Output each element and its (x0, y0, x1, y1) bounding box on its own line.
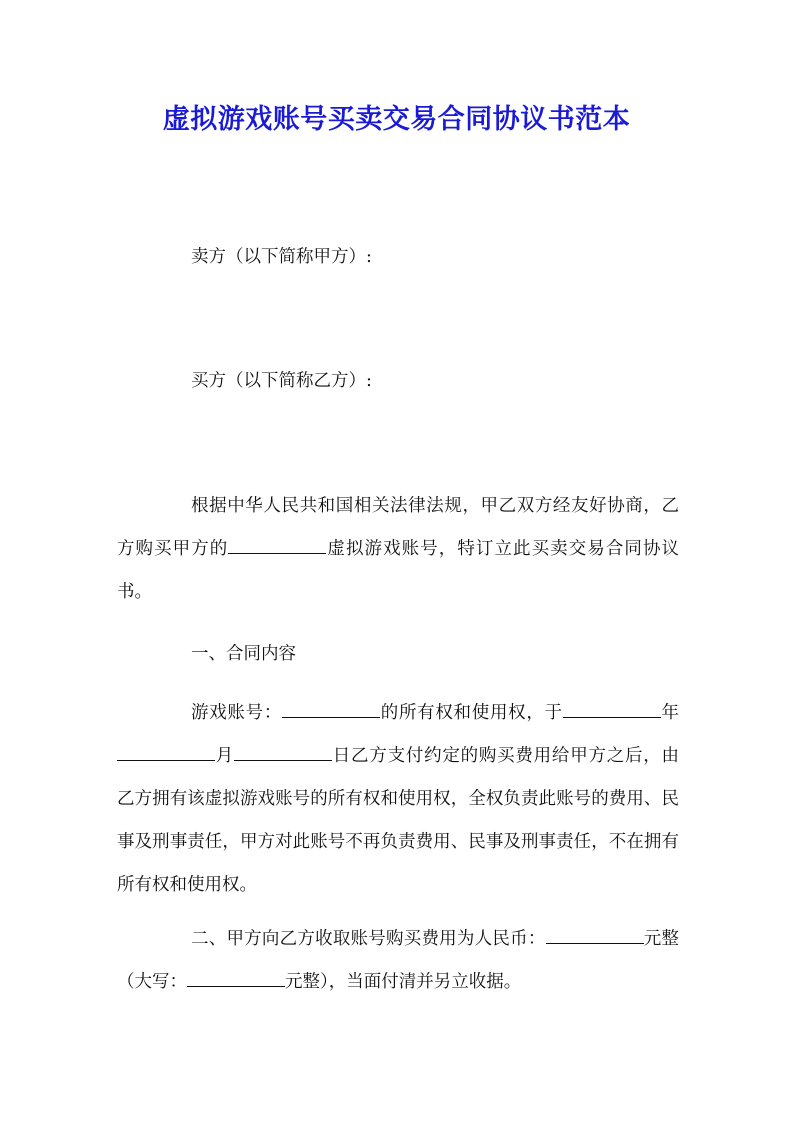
buyer-label-text: 买方（以下简称乙方）: (191, 371, 372, 391)
section2-part3: 元整），当面付清并另立收据。 (285, 972, 522, 992)
section1-body (117, 692, 679, 907)
year-blank[interactable] (563, 716, 661, 718)
amount-in-words-blank[interactable] (187, 985, 285, 987)
section2-part2: 元整（大写： (117, 929, 680, 992)
section1-part4: 月 (215, 746, 235, 766)
section1-part1: 游戏账号： (191, 703, 283, 723)
preamble-part2: 虚拟游戏账号，特订立此买卖交易合同协议书。 (117, 539, 680, 602)
section2-paragraph (117, 918, 679, 1004)
seller-label (117, 236, 679, 279)
seller-label-text: 卖方（以下简称甲方）: (191, 247, 372, 267)
section1-part5: 日乙方支付约定的购买费用给甲方之后，由乙方拥有该虚拟游戏账号的所有权和使用权，全权负责此账号的费用、民事及刑事责任，甲方对此账号不再负责费用、民事及刑事责任，不在拥有所有权和使用权。 (117, 746, 680, 895)
day-blank[interactable] (234, 759, 332, 761)
section1-part2: 的所有权和使用权，于 (380, 703, 563, 723)
section1-heading-text: 一、合同内容 (191, 644, 296, 664)
amount-blank[interactable] (546, 942, 644, 944)
month-blank[interactable] (117, 759, 215, 761)
account-name-blank[interactable] (228, 552, 326, 554)
preamble-part1: 根据中华人民共和国相关法律法规，甲乙双方经友好协商，乙方购买甲方的 (117, 496, 679, 559)
section2-part1: 二、甲方向乙方收取账号购买费用为人民币： (191, 929, 546, 949)
section1-part3: 年 (660, 703, 680, 723)
game-account-blank[interactable] (282, 716, 380, 718)
section1-heading (117, 633, 679, 676)
preamble-paragraph (117, 485, 679, 614)
document-title: 虚拟游戏账号买卖交易合同协议书范本 (162, 104, 631, 135)
buyer-label (117, 360, 679, 403)
